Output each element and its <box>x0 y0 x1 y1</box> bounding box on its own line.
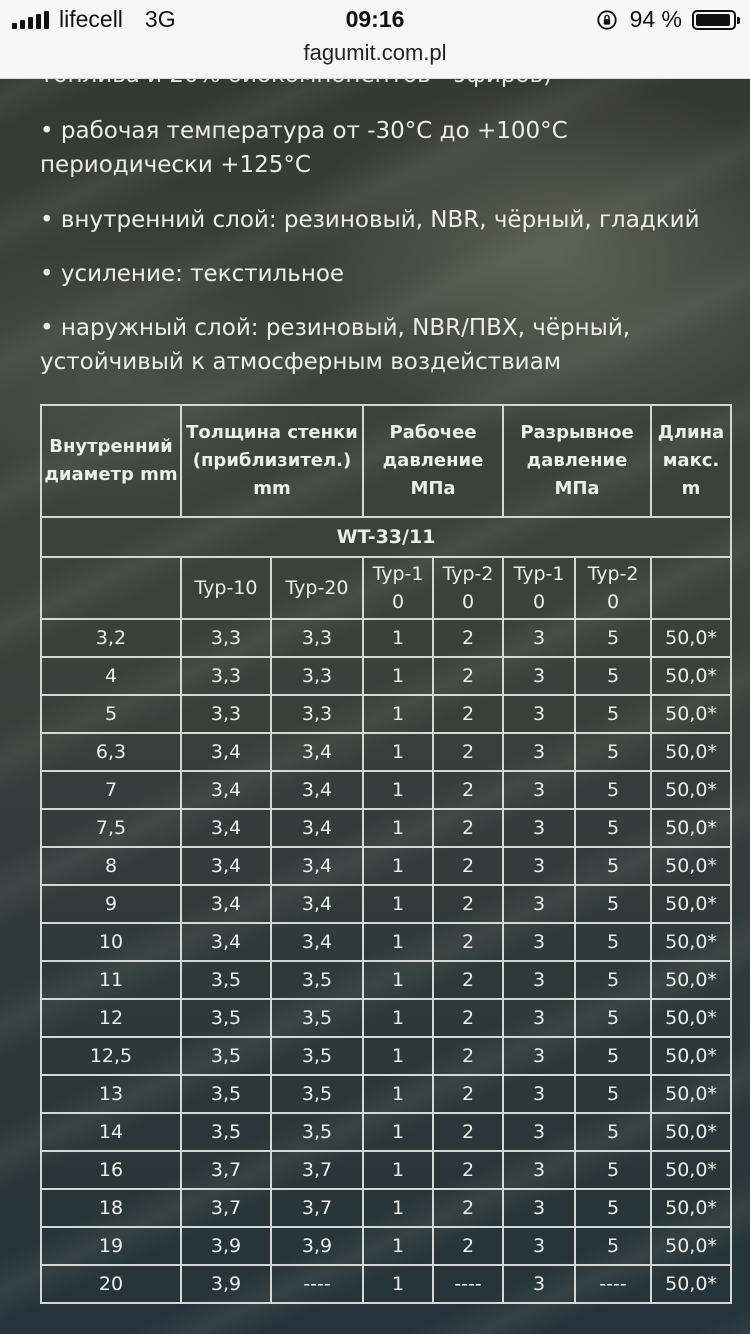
browser-top-bar <box>0 0 750 79</box>
table-cell: 3,3 <box>271 695 363 733</box>
table-row <box>41 847 731 885</box>
network-type: 3G <box>144 6 176 32</box>
table-cell: 3 <box>503 961 575 999</box>
table-cell: 3 <box>503 1227 575 1265</box>
table-cell: 1 <box>363 619 433 657</box>
table-cell: ---- <box>433 1265 503 1303</box>
table-cell: 3,3 <box>181 695 271 733</box>
table-cell: 2 <box>433 619 503 657</box>
table-row <box>41 657 731 695</box>
table-cell: 6,3 <box>41 733 181 771</box>
bullet-outer-layer: • наружный слой: резиновый, NBR/ПВХ, чёрный, устойчивый к атмосферным воздействиам <box>40 315 631 375</box>
table-cell: 5 <box>575 809 651 847</box>
table-cell: 1 <box>363 1265 433 1303</box>
table-cell: 1 <box>363 809 433 847</box>
type-cell: Typ-10 <box>503 557 575 619</box>
table-cell: 3,4 <box>271 733 363 771</box>
table-cell: 1 <box>363 771 433 809</box>
table-cell: 3 <box>503 619 575 657</box>
table-cell: 3,5 <box>181 961 271 999</box>
bullet-inner-layer: • внутренний слой: резиновый, NBR, чёрный, гладкий <box>40 207 700 233</box>
table-cell: 1 <box>363 695 433 733</box>
table-cell: 3 <box>503 1151 575 1189</box>
table-cell: 1 <box>363 1037 433 1075</box>
table-cell: 3,4 <box>181 771 271 809</box>
table-cell: 50,0* <box>651 885 731 923</box>
table-cell: 3,5 <box>271 1037 363 1075</box>
table-cell: 3,4 <box>271 771 363 809</box>
table-cell: 3,4 <box>271 923 363 961</box>
type-cell: Typ-20 <box>575 557 651 619</box>
table-row <box>41 695 731 733</box>
table-cell: 8 <box>41 847 181 885</box>
url-bar[interactable]: fagumit.com.pl <box>303 40 447 65</box>
table-cell: 3,5 <box>271 999 363 1037</box>
table-row <box>41 619 731 657</box>
table-cell: 5 <box>575 1189 651 1227</box>
table-cell: 5 <box>575 733 651 771</box>
table-cell: ---- <box>271 1265 363 1303</box>
table-cell: 50,0* <box>651 733 731 771</box>
table-cell: 50,0* <box>651 1113 731 1151</box>
table-cell: 3,5 <box>271 1113 363 1151</box>
table-cell: 1 <box>363 657 433 695</box>
table-cell: 16 <box>41 1151 181 1189</box>
table-cell: 4 <box>41 657 181 695</box>
table-cell: 2 <box>433 771 503 809</box>
table-cell: 3,5 <box>181 1113 271 1151</box>
table-cell: 2 <box>433 1037 503 1075</box>
section-title: WT-33/11 <box>41 517 731 557</box>
table-cell: 2 <box>433 695 503 733</box>
table-row <box>41 1113 731 1151</box>
table-cell: 3 <box>503 885 575 923</box>
table-row <box>41 1265 731 1303</box>
table-cell: 5 <box>575 1037 651 1075</box>
table-row <box>41 999 731 1037</box>
table-cell: 3,2 <box>41 619 181 657</box>
table-cell: 10 <box>41 923 181 961</box>
table-cell: 18 <box>41 1189 181 1227</box>
header-inner-diameter: Внутренний диаметр mm <box>41 405 181 517</box>
table-cell: 3,4 <box>181 733 271 771</box>
table-cell: 13 <box>41 1075 181 1113</box>
table-cell: 3 <box>503 809 575 847</box>
table-cell: 3 <box>503 695 575 733</box>
table-cell: 50,0* <box>651 1151 731 1189</box>
table-cell: 3 <box>503 771 575 809</box>
table-cell: 2 <box>433 1113 503 1151</box>
table-cell: 3 <box>503 1037 575 1075</box>
header-wall-thickness: Толщина стенки (приблизител.) mm <box>181 405 363 517</box>
table-cell: 50,0* <box>651 961 731 999</box>
table-row <box>41 961 731 999</box>
table-cell: 5 <box>575 999 651 1037</box>
table-cell: 3,9 <box>181 1265 271 1303</box>
table-cell: 50,0* <box>651 1265 731 1303</box>
table-types-row <box>41 557 731 619</box>
table-cell: 2 <box>433 733 503 771</box>
table-cell: 50,0* <box>651 1227 731 1265</box>
table-cell: 1 <box>363 1189 433 1227</box>
table-cell: 3 <box>503 1075 575 1113</box>
table-cell: 3,4 <box>181 923 271 961</box>
table-cell: 19 <box>41 1227 181 1265</box>
table-cell: 3,5 <box>271 1075 363 1113</box>
table-cell: 3 <box>503 923 575 961</box>
table-cell: 3,7 <box>271 1189 363 1227</box>
table-cell: 1 <box>363 961 433 999</box>
table-cell: 3,5 <box>181 999 271 1037</box>
table-cell: ---- <box>575 1265 651 1303</box>
table-cell: 2 <box>433 1189 503 1227</box>
table-cell: 3,4 <box>271 809 363 847</box>
table-row <box>41 885 731 923</box>
table-cell: 3,4 <box>271 885 363 923</box>
table-cell: 1 <box>363 999 433 1037</box>
header-length: Длина макс. m <box>651 405 731 517</box>
table-cell: 50,0* <box>651 847 731 885</box>
table-cell: 2 <box>433 847 503 885</box>
table-cell: 3,7 <box>181 1189 271 1227</box>
battery-percent: 94 % <box>629 6 682 32</box>
table-cell: 12,5 <box>41 1037 181 1075</box>
table-cell: 5 <box>575 847 651 885</box>
table-cell: 50,0* <box>651 695 731 733</box>
table-cell: 5 <box>41 695 181 733</box>
table-cell: 3,4 <box>181 847 271 885</box>
table-row <box>41 1227 731 1265</box>
table-cell: 5 <box>575 961 651 999</box>
table-row <box>41 771 731 809</box>
table-cell: 5 <box>575 1227 651 1265</box>
table-cell: 50,0* <box>651 771 731 809</box>
table-cell: 7,5 <box>41 809 181 847</box>
table-cell: 14 <box>41 1113 181 1151</box>
table-cell: 3,3 <box>181 619 271 657</box>
table-cell: 5 <box>575 657 651 695</box>
table-row <box>41 809 731 847</box>
orientation-lock-icon <box>596 9 618 31</box>
table-cell: 3,4 <box>271 847 363 885</box>
table-cell: 50,0* <box>651 999 731 1037</box>
table-cell: 50,0* <box>651 809 731 847</box>
table-cell: 1 <box>363 1113 433 1151</box>
table-cell: 3,5 <box>181 1037 271 1075</box>
table-cell: 20 <box>41 1265 181 1303</box>
type-cell: Typ-10 <box>181 557 271 619</box>
table-cell: 50,0* <box>651 923 731 961</box>
table-cell: 2 <box>433 809 503 847</box>
table-row <box>41 1037 731 1075</box>
status-right <box>596 6 736 33</box>
table-cell: 3,9 <box>271 1227 363 1265</box>
table-cell: 3 <box>503 733 575 771</box>
table-cell: 3,9 <box>181 1227 271 1265</box>
bullet-reinforcement: • усиление: текстильное <box>40 261 345 287</box>
table-cell: 2 <box>433 1227 503 1265</box>
table-row <box>41 1189 731 1227</box>
table-cell: 1 <box>363 885 433 923</box>
type-cell <box>41 557 181 619</box>
table-cell: 50,0* <box>651 1037 731 1075</box>
table-cell: 3,3 <box>271 657 363 695</box>
table-cell: 2 <box>433 1075 503 1113</box>
table-cell: 1 <box>363 847 433 885</box>
table-cell: 1 <box>363 1151 433 1189</box>
spec-table <box>40 404 732 1304</box>
header-working-pressure: Рабочее давление МПа <box>363 405 503 517</box>
table-cell: 3,3 <box>271 619 363 657</box>
bullet-temperature: • рабочая температура от -30°C до +100°C периодически +125°C <box>40 118 568 178</box>
table-cell: 3,5 <box>271 961 363 999</box>
table-cell: 3 <box>503 999 575 1037</box>
table-cell: 3,4 <box>181 885 271 923</box>
battery-icon <box>692 10 736 30</box>
table-cell: 50,0* <box>651 657 731 695</box>
table-cell: 2 <box>433 961 503 999</box>
table-cell: 50,0* <box>651 1189 731 1227</box>
table-row <box>41 1151 731 1189</box>
table-cell: 5 <box>575 619 651 657</box>
status-time: 09:16 <box>345 6 405 32</box>
table-cell: 7 <box>41 771 181 809</box>
type-cell: Typ-20 <box>433 557 503 619</box>
table-cell: 2 <box>433 923 503 961</box>
table-cell: 3 <box>503 1265 575 1303</box>
table-cell: 2 <box>433 657 503 695</box>
table-row <box>41 1075 731 1113</box>
table-cell: 5 <box>575 923 651 961</box>
table-cell: 3,5 <box>181 1075 271 1113</box>
carrier-name: lifecell <box>59 6 123 32</box>
type-cell <box>651 557 731 619</box>
table-header-row <box>41 405 731 517</box>
table-cell: 12 <box>41 999 181 1037</box>
table-cell: 3 <box>503 1189 575 1227</box>
header-burst-pressure: Разрывное давление МПа <box>503 405 651 517</box>
table-cell: 5 <box>575 695 651 733</box>
table-cell: 3,7 <box>271 1151 363 1189</box>
table-cell: 5 <box>575 1113 651 1151</box>
table-cell: 1 <box>363 923 433 961</box>
table-cell: 5 <box>575 1151 651 1189</box>
type-cell: Typ-10 <box>363 557 433 619</box>
table-cell: 3 <box>503 657 575 695</box>
table-row <box>41 733 731 771</box>
table-cell: 3 <box>503 847 575 885</box>
table-cell: 5 <box>575 1075 651 1113</box>
table-cell: 50,0* <box>651 1075 731 1113</box>
table-cell: 1 <box>363 733 433 771</box>
table-cell: 3,4 <box>181 809 271 847</box>
table-cell: 1 <box>363 1227 433 1265</box>
table-cell: 3,3 <box>181 657 271 695</box>
table-section-row <box>41 517 731 557</box>
table-cell: 3,7 <box>181 1151 271 1189</box>
table-cell: 9 <box>41 885 181 923</box>
type-cell: Typ-20 <box>271 557 363 619</box>
table-cell: 11 <box>41 961 181 999</box>
table-cell: 1 <box>363 1075 433 1113</box>
table-cell: 2 <box>433 1151 503 1189</box>
table-cell: 5 <box>575 771 651 809</box>
table-cell: 3 <box>503 1113 575 1151</box>
table-cell: 2 <box>433 999 503 1037</box>
table-cell: 5 <box>575 885 651 923</box>
table-row <box>41 923 731 961</box>
table-cell: 50,0* <box>651 619 731 657</box>
table-cell: 2 <box>433 885 503 923</box>
status-bar <box>0 0 750 40</box>
